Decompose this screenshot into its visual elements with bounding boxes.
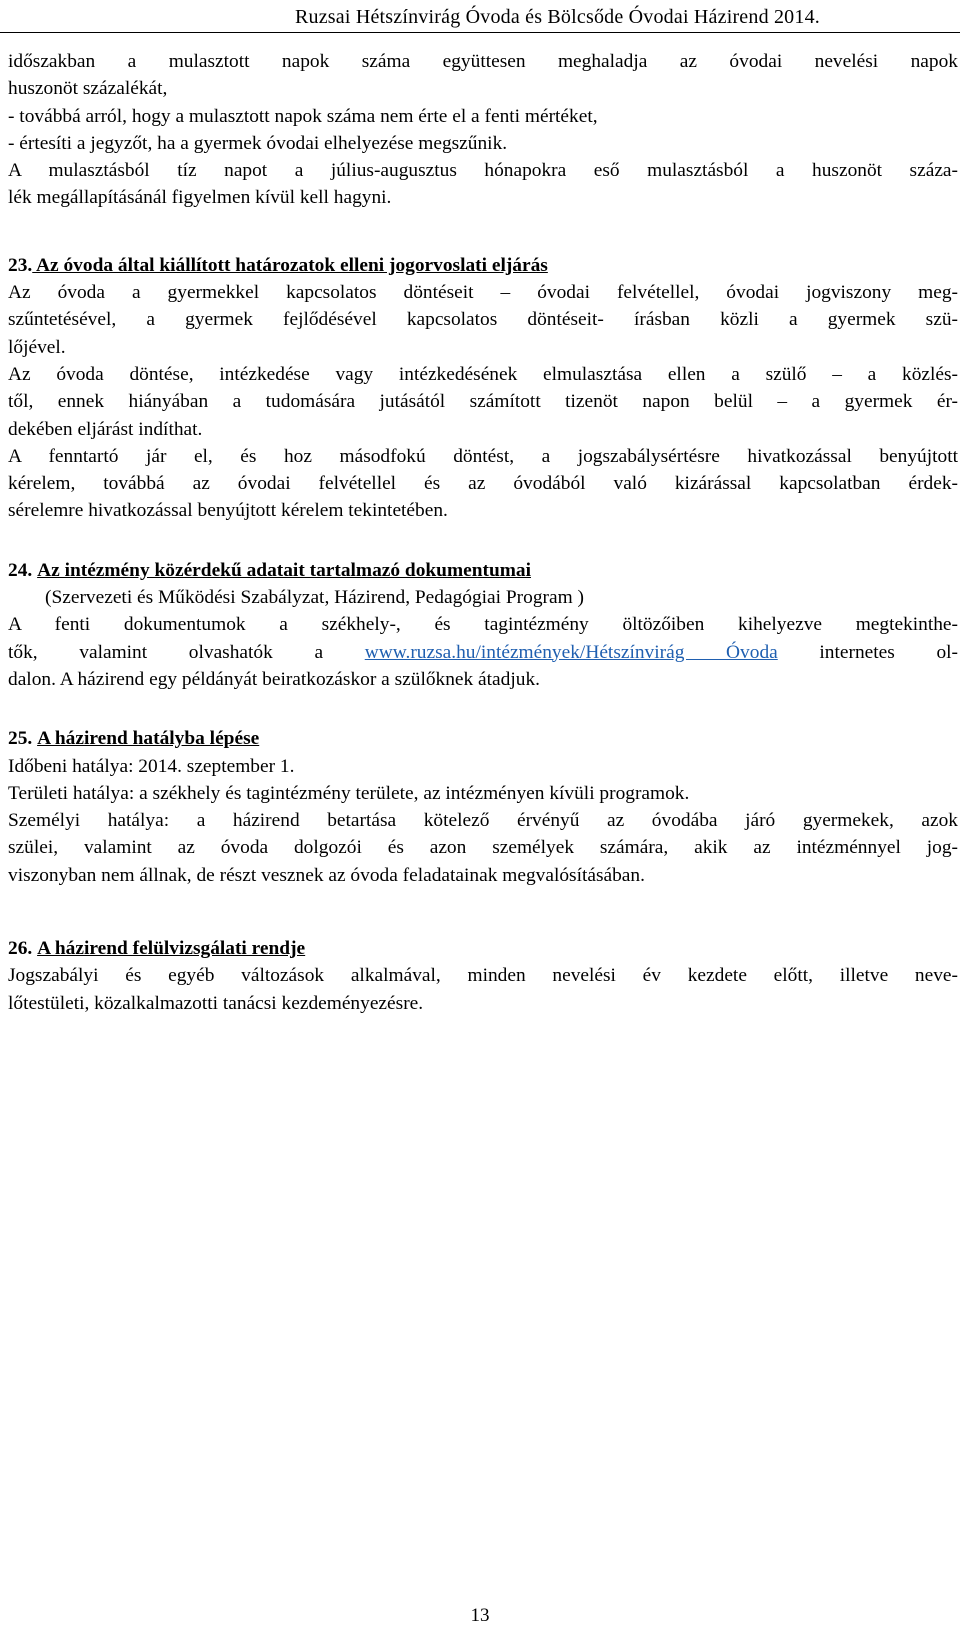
- section-26-heading: [8, 935, 958, 962]
- text-line: Jogszabályi és egyéb változások alkalmával, minden nevelési év kezdete előtt, illetve neve-: [8, 965, 958, 987]
- text-line: dalon. A házirend egy példányát beiratkozáskor a szülőknek átadjuk.: [8, 668, 540, 690]
- section-number: 23.: [8, 254, 33, 276]
- text-line: től, ennek hiányában a tudomására jutásától számított tizenöt napon belül – a gyermek ér-: [8, 391, 958, 413]
- text-line: szűntetésével, a gyermek fejlődésével kapcsolatos döntéseit- írásban közli a gyermek szü-: [8, 309, 958, 331]
- text-line: viszonyban nem állnak, de részt vesznek az óvoda feladatainak megvalósításában.: [8, 864, 645, 886]
- text-line: időszakban a mulasztott napok száma együttesen meghaladja az óvodai nevelési napok: [8, 51, 958, 72]
- section-24-body: [8, 584, 958, 693]
- section-number: 26.: [8, 938, 33, 960]
- section-26-body: [8, 962, 958, 1017]
- text-line: Személyi hatálya: a házirend betartása kötelező érvényű az óvodába járó gyermekek, azok: [8, 810, 958, 832]
- text-line: Az óvoda döntése, intézkedése vagy intézkedésének elmulasztása ellen a szülő – a közlés-: [8, 363, 958, 385]
- text-segment: internetes ol-: [777, 641, 958, 663]
- document-body: [8, 48, 958, 1017]
- section-23-body: [8, 279, 958, 525]
- section-subtitle: (Szervezeti és Működési Szabályzat, Házirend, Pedagógiai Program ): [45, 587, 584, 609]
- text-line: Időbeni hatálya: 2014. szeptember 1.: [8, 755, 295, 777]
- text-line: lék megállapításánál figyelmen kívül kell hagyni.: [8, 187, 392, 209]
- section-number: 24.: [8, 559, 33, 581]
- intro-paragraph: [8, 48, 958, 212]
- section-25-body: [8, 753, 958, 889]
- text-line: Területi hatálya: a székhely és tagintézmény területe, az intézményen kívüli programok.: [8, 782, 690, 804]
- text-segment: tők, valamint olvashatók a: [8, 641, 365, 663]
- section-number: 25.: [8, 728, 33, 750]
- website-link[interactable]: www.ruzsa.hu/intézmények/Hétszínvirág Óvoda: [364, 641, 778, 663]
- text-line: A fenti dokumentumok a székhely-, és tagintézmény öltözőiben kihelyezve megtekinthe-: [8, 614, 958, 636]
- text-line: sérelemre hivatkozással benyújtott kérelem tekintetében.: [8, 500, 448, 522]
- text-line: szülei, valamint az óvoda dolgozói és azon személyek számára, akik az intézménnyel jog-: [8, 837, 958, 859]
- text-line: huszonöt százalékát,: [8, 78, 168, 100]
- page-number: 13: [470, 1605, 490, 1626]
- page-header: [0, 4, 960, 33]
- text-line: dekében eljárást indíthat.: [8, 418, 203, 440]
- text-line-with-link: [8, 639, 958, 666]
- section-title: Az intézmény közérdekű adatait tartalmazó dokumentumai: [37, 559, 531, 581]
- text-line: Az óvoda a gyermekkel kapcsolatos döntéseit – óvodai felvétellel, óvodai jogviszony meg-: [8, 282, 958, 304]
- section-23-heading: [8, 252, 958, 279]
- section-title: A házirend hatályba lépése: [37, 728, 260, 750]
- section-25-heading: [8, 725, 958, 752]
- text-line: - továbbá arról, hogy a mulasztott napok száma nem érte el a fenti mértéket,: [8, 105, 598, 127]
- text-line: - értesíti a jegyzőt, ha a gyermek óvodai elhelyezése megszűnik.: [8, 132, 508, 154]
- section-title: A házirend felülvizsgálati rendje: [37, 938, 306, 960]
- text-line: A fenntartó jár el, és hoz másodfokú döntést, a jogszabálysértésre hivatkozással benyújtott: [8, 445, 958, 467]
- section-title: Az óvoda által kiállított határozatok elleni jogorvoslati eljárás: [32, 254, 548, 276]
- text-line: lőtestületi, közalkalmazotti tanácsi kezdeményezésre.: [8, 992, 424, 1014]
- text-line: kérelem, továbbá az óvodai felvétellel és az óvodából való kizárással kapcsolatban érdek-: [8, 473, 958, 495]
- running-header-title: Ruzsai Hétszínvirág Óvoda és Bölcsőde Óvodai Házirend 2014.: [294, 6, 820, 28]
- section-24-heading: [8, 557, 958, 584]
- text-line: lőjével.: [8, 336, 66, 358]
- text-line: A mulasztásból tíz napot a július-augusztus hónapokra eső mulasztásból a huszonöt száza-: [8, 160, 958, 182]
